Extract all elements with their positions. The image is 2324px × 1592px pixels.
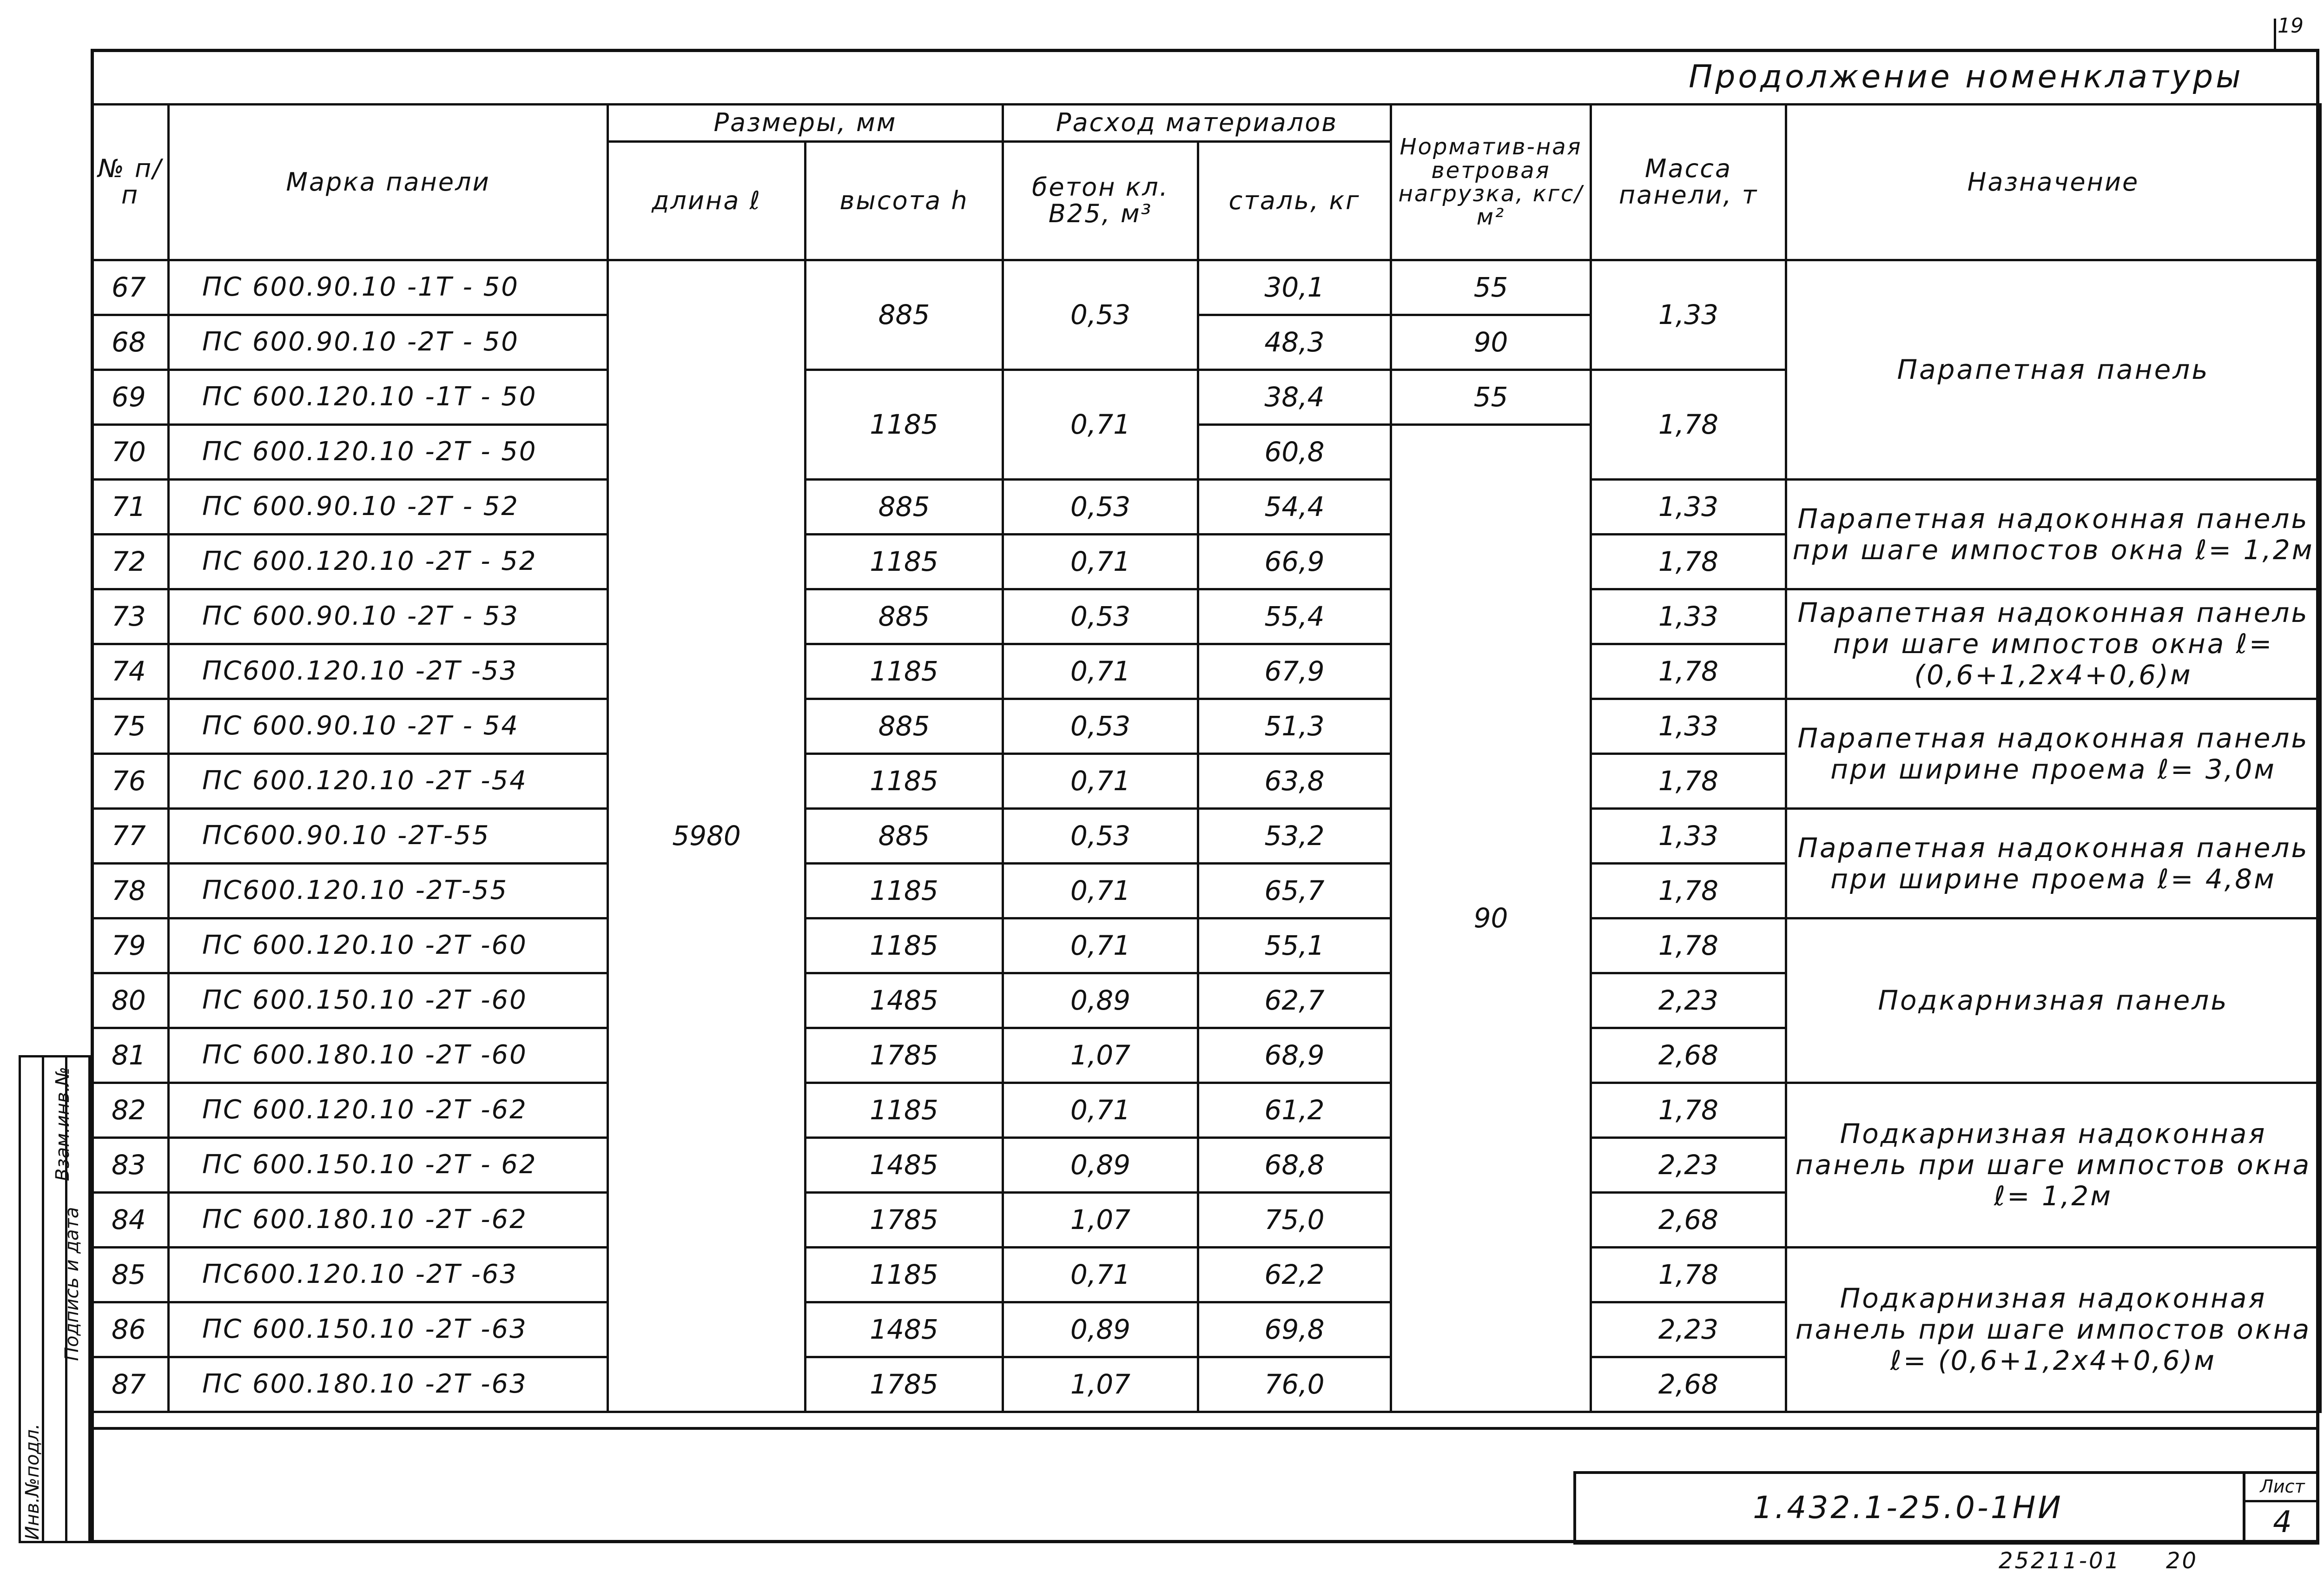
row-steel: 75,0 xyxy=(1198,1193,1391,1248)
row-no: 72 xyxy=(92,535,169,589)
group2-mass: 1,78 xyxy=(1591,370,1786,480)
row-steel: 48,3 xyxy=(1198,315,1391,370)
row-mark: ПС 600.120.10 -2Т - 50 xyxy=(169,425,608,480)
row-mark: ПС 600.120.10 -2Т - 52 xyxy=(169,535,608,589)
row-no: 80 xyxy=(92,973,169,1028)
row-mark: ПС 600.180.10 -2Т -62 xyxy=(169,1193,608,1248)
row-wind: 55 xyxy=(1391,370,1591,425)
row-mass: 1,33 xyxy=(1591,809,1786,864)
header-height: высота h xyxy=(805,142,1003,260)
row-mark: ПС600.120.10 -2Т -53 xyxy=(169,644,608,699)
row-mass: 1,78 xyxy=(1591,1083,1786,1138)
row-no: 69 xyxy=(92,370,169,425)
row-height: 885 xyxy=(805,480,1003,535)
row-concrete: 0,89 xyxy=(1003,1302,1198,1357)
header-mark: Марка панели xyxy=(169,105,608,260)
row-wind: 90 xyxy=(1391,315,1591,370)
header-concrete: бетон кл. В25, м³ xyxy=(1003,142,1198,260)
row-steel: 62,2 xyxy=(1198,1248,1391,1302)
row-mass: 1,78 xyxy=(1591,754,1786,809)
row-concrete: 0,53 xyxy=(1003,589,1198,644)
row-concrete: 0,53 xyxy=(1003,699,1198,754)
sheet-corner-bar xyxy=(2274,19,2276,51)
row-steel: 68,8 xyxy=(1198,1138,1391,1193)
row-concrete: 0,71 xyxy=(1003,535,1198,589)
side-stamp-replaced-inv: Взам.инв.№ xyxy=(52,1066,73,1182)
row-no: 78 xyxy=(92,864,169,918)
row-no: 87 xyxy=(92,1357,169,1412)
row-mass: 1,33 xyxy=(1591,699,1786,754)
row-mark: ПС 600.120.10 -1Т - 50 xyxy=(169,370,608,425)
row-mark: ПС600.120.10 -2Т -63 xyxy=(169,1248,608,1302)
row-no: 73 xyxy=(92,589,169,644)
row-steel: 55,4 xyxy=(1198,589,1391,644)
sheet-corner-number: 19 xyxy=(2278,14,2304,38)
row-concrete: 0,89 xyxy=(1003,973,1198,1028)
row-mass: 2,68 xyxy=(1591,1193,1786,1248)
row-mass: 1,78 xyxy=(1591,644,1786,699)
row-no: 74 xyxy=(92,644,169,699)
row-mass: 2,23 xyxy=(1591,973,1786,1028)
row-height: 1485 xyxy=(805,973,1003,1028)
row-mark: ПС 600.120.10 -2Т -54 xyxy=(169,754,608,809)
row-height: 1785 xyxy=(805,1028,1003,1083)
side-stamp-signature-date: Подпись и дата xyxy=(61,1207,83,1361)
row-concrete: 0,71 xyxy=(1003,644,1198,699)
header-materials: Расход материалов xyxy=(1003,105,1391,142)
length-value: 5980 xyxy=(608,260,805,1412)
row-height: 1185 xyxy=(805,1083,1003,1138)
row-mark: ПС 600.90.10 -2Т - 52 xyxy=(169,480,608,535)
group2-concrete: 0,71 xyxy=(1003,370,1198,480)
row-no: 71 xyxy=(92,480,169,535)
row-concrete: 0,71 xyxy=(1003,754,1198,809)
row-mass: 1,78 xyxy=(1591,918,1786,973)
row-steel: 66,9 xyxy=(1198,535,1391,589)
row-mass: 1,33 xyxy=(1591,589,1786,644)
header-length: длина ℓ xyxy=(608,142,805,260)
row-steel: 53,2 xyxy=(1198,809,1391,864)
sheet-label: Лист xyxy=(2245,1473,2319,1502)
row-mark: ПС 600.90.10 -2Т - 54 xyxy=(169,699,608,754)
row-mark: ПС600.120.10 -2Т-55 xyxy=(169,864,608,918)
group1-height: 885 xyxy=(805,260,1003,370)
row-steel: 51,3 xyxy=(1198,699,1391,754)
header-wind-load: Норматив-ная ветровая нагрузка, кгс/м² xyxy=(1391,105,1591,260)
group1-concrete: 0,53 xyxy=(1003,260,1198,370)
row-mark: ПС 600.180.10 -2Т -60 xyxy=(169,1028,608,1083)
purpose-cell: Подкарнизная надоконная панель при шаге импостов окна ℓ= 1,2м xyxy=(1786,1083,2321,1248)
row-mark: ПС 600.90.10 -2Т - 53 xyxy=(169,589,608,644)
row-concrete: 0,71 xyxy=(1003,1248,1198,1302)
row-height: 1185 xyxy=(805,644,1003,699)
row-no: 67 xyxy=(92,260,169,315)
row-concrete: 0,53 xyxy=(1003,480,1198,535)
row-height: 885 xyxy=(805,589,1003,644)
row-mark: ПС 600.180.10 -2Т -63 xyxy=(169,1357,608,1412)
row-no: 82 xyxy=(92,1083,169,1138)
footer-code: 25211-01 xyxy=(1999,1548,2121,1574)
header-steel: сталь, кг xyxy=(1198,142,1391,260)
purpose-cell: Подкарнизная надоконная панель при шаге импостов окна ℓ= (0,6+1,2х4+0,6)м xyxy=(1786,1248,2321,1412)
row-steel: 55,1 xyxy=(1198,918,1391,973)
row-steel: 60,8 xyxy=(1198,425,1391,480)
row-height: 1185 xyxy=(805,918,1003,973)
row-no: 75 xyxy=(92,699,169,754)
row-concrete: 0,71 xyxy=(1003,864,1198,918)
header-sizes: Размеры, мм xyxy=(608,105,1003,142)
row-concrete: 0,89 xyxy=(1003,1138,1198,1193)
purpose-cell: Парапетная надоконная панель при ширине проема ℓ= 4,8м xyxy=(1786,809,2321,918)
purpose-cell: Парапетная панель xyxy=(1786,260,2321,480)
row-concrete: 1,07 xyxy=(1003,1193,1198,1248)
sheet-cell xyxy=(2243,1471,2319,1545)
header-purpose: Назначение xyxy=(1786,105,2321,260)
row-steel: 63,8 xyxy=(1198,754,1391,809)
row-steel: 54,4 xyxy=(1198,480,1391,535)
row-mark: ПС 600.120.10 -2Т -60 xyxy=(169,918,608,973)
row-no: 84 xyxy=(92,1193,169,1248)
row-height: 1185 xyxy=(805,535,1003,589)
row-steel: 76,0 xyxy=(1198,1357,1391,1412)
row-steel: 38,4 xyxy=(1198,370,1391,425)
row-concrete: 0,71 xyxy=(1003,918,1198,973)
row-no: 79 xyxy=(92,918,169,973)
row-height: 1485 xyxy=(805,1138,1003,1193)
row-no: 68 xyxy=(92,315,169,370)
header-mass: Масса панели, т xyxy=(1591,105,1786,260)
row-steel: 69,8 xyxy=(1198,1302,1391,1357)
row-no: 85 xyxy=(92,1248,169,1302)
row-no: 77 xyxy=(92,809,169,864)
header-no: № п/п xyxy=(92,105,169,260)
row-height: 1185 xyxy=(805,864,1003,918)
row-height: 1785 xyxy=(805,1193,1003,1248)
footer-page: 20 xyxy=(2166,1548,2199,1574)
row-mark: ПС600.90.10 -2Т-55 xyxy=(169,809,608,864)
row-mass: 1,78 xyxy=(1591,535,1786,589)
row-mark: ПС 600.90.10 -2Т - 50 xyxy=(169,315,608,370)
row-height: 885 xyxy=(805,809,1003,864)
row-mark: ПС 600.120.10 -2Т -62 xyxy=(169,1083,608,1138)
row-steel: 61,2 xyxy=(1198,1083,1391,1138)
row-mass: 2,68 xyxy=(1591,1357,1786,1412)
row-no: 76 xyxy=(92,754,169,809)
bottom-separator xyxy=(91,1427,2319,1430)
row-no: 86 xyxy=(92,1302,169,1357)
row-mark: ПС 600.150.10 -2Т - 62 xyxy=(169,1138,608,1193)
document-code: 1.432.1-25.0-1НИ xyxy=(1753,1490,2063,1526)
row-concrete: 1,07 xyxy=(1003,1028,1198,1083)
side-stamp xyxy=(19,1055,91,1543)
row-height: 1485 xyxy=(805,1302,1003,1357)
row-mark: ПС 600.90.10 -1Т - 50 xyxy=(169,260,608,315)
row-mass: 1,33 xyxy=(1591,480,1786,535)
row-wind: 55 xyxy=(1391,260,1591,315)
row-steel: 62,7 xyxy=(1198,973,1391,1028)
nomenclature-table xyxy=(91,103,2322,1413)
sheet-number: 4 xyxy=(2273,1505,2292,1539)
purpose-cell: Парапетная надоконная панель при шаге импостов окна ℓ= 1,2м xyxy=(1786,480,2321,589)
row-steel: 67,9 xyxy=(1198,644,1391,699)
row-steel: 65,7 xyxy=(1198,864,1391,918)
row-height: 1185 xyxy=(805,1248,1003,1302)
row-mass: 1,78 xyxy=(1591,1248,1786,1302)
row-no: 81 xyxy=(92,1028,169,1083)
row-mass: 2,23 xyxy=(1591,1138,1786,1193)
row-mass: 1,78 xyxy=(1591,864,1786,918)
row-concrete: 0,71 xyxy=(1003,1083,1198,1138)
row-mark: ПС 600.150.10 -2Т -60 xyxy=(169,973,608,1028)
row-no: 70 xyxy=(92,425,169,480)
row-mark: ПС 600.150.10 -2Т -63 xyxy=(169,1302,608,1357)
row-no: 83 xyxy=(92,1138,169,1193)
row-concrete: 0,53 xyxy=(1003,809,1198,864)
group2-height: 1185 xyxy=(805,370,1003,480)
wind-merged-value: 90 xyxy=(1391,425,1591,1412)
row-mass: 2,68 xyxy=(1591,1028,1786,1083)
row-steel: 30,1 xyxy=(1198,260,1391,315)
row-height: 1185 xyxy=(805,754,1003,809)
row-height: 1785 xyxy=(805,1357,1003,1412)
row-steel: 68,9 xyxy=(1198,1028,1391,1083)
row-mass: 2,23 xyxy=(1591,1302,1786,1357)
row-height: 885 xyxy=(805,699,1003,754)
row-concrete: 1,07 xyxy=(1003,1357,1198,1412)
nomenclature-table-wrapper xyxy=(91,103,2322,1413)
purpose-cell: Парапетная надоконная панель при шаге импостов окна ℓ= (0,6+1,2х4+0,6)м xyxy=(1786,589,2321,699)
purpose-cell: Подкарнизная панель xyxy=(1786,918,2321,1083)
group1-mass: 1,33 xyxy=(1591,260,1786,370)
continuation-title: Продолжение номенклатуры xyxy=(1689,59,2244,95)
side-stamp-inv-no: Инв.№подл. xyxy=(22,1423,43,1540)
purpose-cell: Парапетная надоконная панель при ширине проема ℓ= 3,0м xyxy=(1786,699,2321,809)
